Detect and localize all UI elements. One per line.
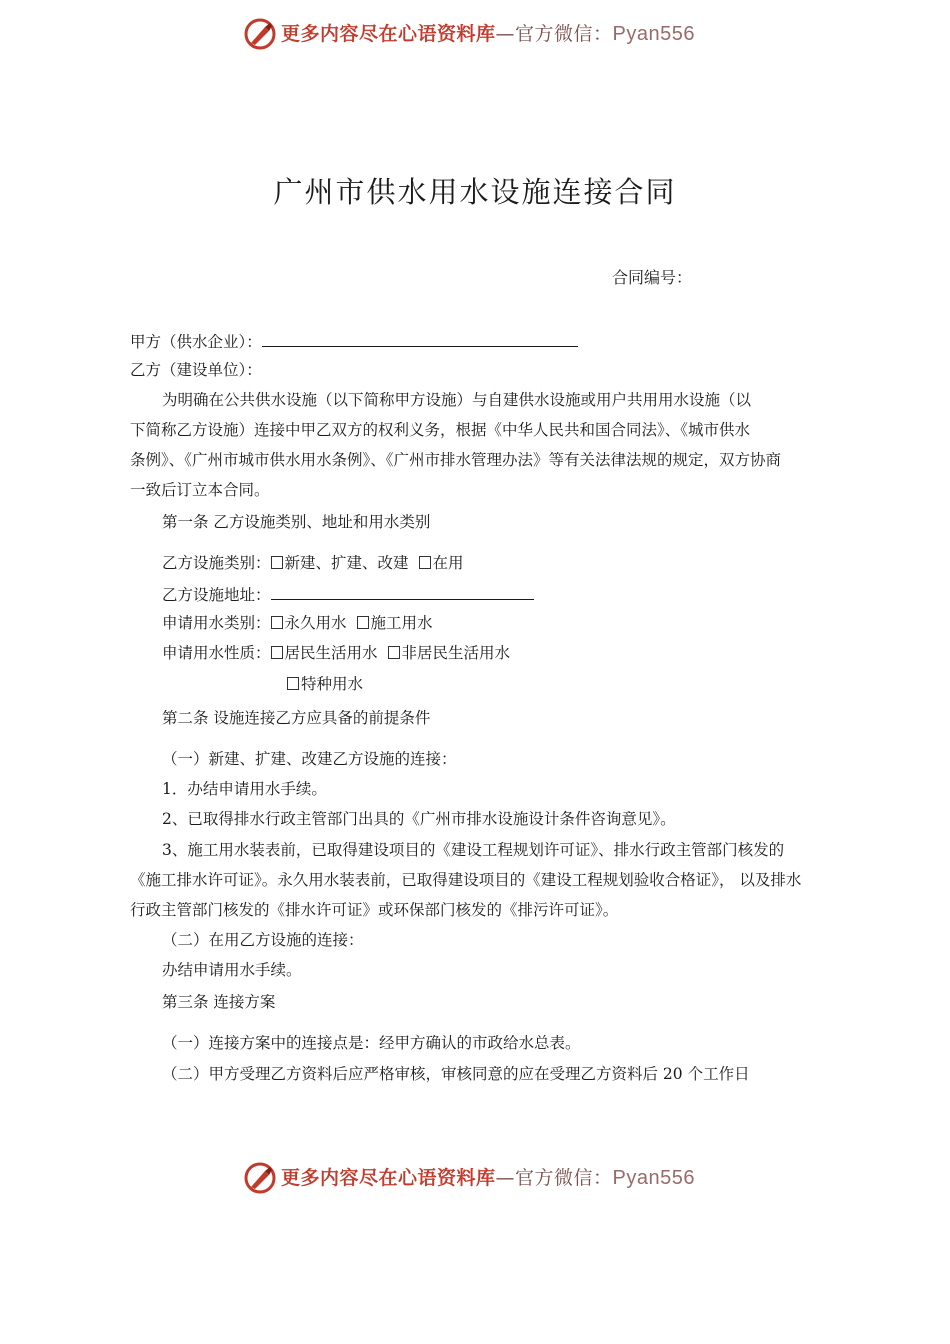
article-2-item-3-line-3: 行政主管部门核发的《排水许可证》或环保部门核发的《排污许可证》。 [130,901,619,919]
article-2-heading: 第二条 设施连接乙方应具备的前提条件 [162,709,431,727]
article-2-sub-2: （二）在用乙方设施的连接： [162,931,364,949]
header-watermark-banner [0,14,950,54]
intro-line-3: 条例》、《广州市城市供水用水条例》、《广州市排水管理办法》等有关法律法规的规定，双方协商 [130,451,782,469]
water-use-type-row: 申请用水类别： 永久用水 施工用水 [162,614,433,632]
party-a-line: 甲方（供水企业）： [130,329,578,353]
checkbox-residential[interactable] [271,646,283,659]
footer-watermark-banner [0,1158,950,1198]
checkbox-new-build[interactable] [271,556,283,569]
checkbox-in-use[interactable] [419,556,431,569]
pen-logo-icon [243,17,277,51]
article-3-sub-1: （一）连接方案中的连接点是：经甲方确认的市政给水总表。 [162,1034,581,1052]
checkbox-special-water[interactable] [287,677,299,690]
watermark-text: 更多内容尽在心语资料库—官方微信：Pyan556 [281,1167,695,1189]
address-blank [271,582,534,600]
article-1-heading: 第一条 乙方设施类别、地址和用水类别 [162,513,431,531]
water-use-nature-row-2: 特种用水 [287,673,363,695]
facility-category-row: 乙方设施类别： 新建、扩建、改建 在用 [162,554,464,572]
article-2-item-3-line-2: 《施工排水许可证》。永久用水装表前，已取得建设项目的《建设工程规划验收合格证》， 以及排水 [130,871,802,889]
article-2-item-2: 2、已取得排水行政主管部门出具的《广州市排水设施设计条件咨询意见》。 [162,810,676,828]
document-title: 广州市供水用水设施连接合同 [273,175,677,209]
intro-line-1: 为明确在公共供水设施（以下简称甲方设施）与自建供水设施或用户共用用水设施（以 [162,391,752,409]
party-a-blank [262,329,578,347]
watermark-text: 更多内容尽在心语资料库—官方微信：Pyan556 [281,23,695,45]
article-2-sub-1: （一）新建、扩建、改建乙方设施的连接： [162,750,457,768]
article-2-item-3-line-1: 3、施工用水装表前，已取得建设项目的《建设工程规划许可证》、排水行政主管部门核发的 [162,841,785,859]
party-b-line: 乙方（建设单位）： [130,361,262,379]
facility-address-row: 乙方设施地址： [162,582,534,606]
article-3-heading: 第三条 连接方案 [162,993,276,1011]
article-2-item-1: 1．办结申请用水手续。 [162,780,327,798]
article-3-sub-2: （二）甲方受理乙方资料后应严格审核，审核同意的应在受理乙方资料后 20 个工作日 [162,1065,750,1083]
intro-line-4: 一致后订立本合同。 [130,481,270,499]
intro-line-2: 下简称乙方设施）连接中甲乙双方的权利义务，根据《中华人民共和国合同法》、《城市供水 [130,421,751,439]
article-2-sub-2-item: 办结申请用水手续。 [162,961,302,979]
contract-number-label: 合同编号： [612,268,693,287]
checkbox-construction-water[interactable] [357,616,369,629]
checkbox-permanent-water[interactable] [271,616,283,629]
checkbox-non-residential[interactable] [388,646,400,659]
pen-logo-icon [243,1161,277,1195]
water-use-nature-row: 申请用水性质： 居民生活用水 非居民生活用水 [162,644,511,662]
